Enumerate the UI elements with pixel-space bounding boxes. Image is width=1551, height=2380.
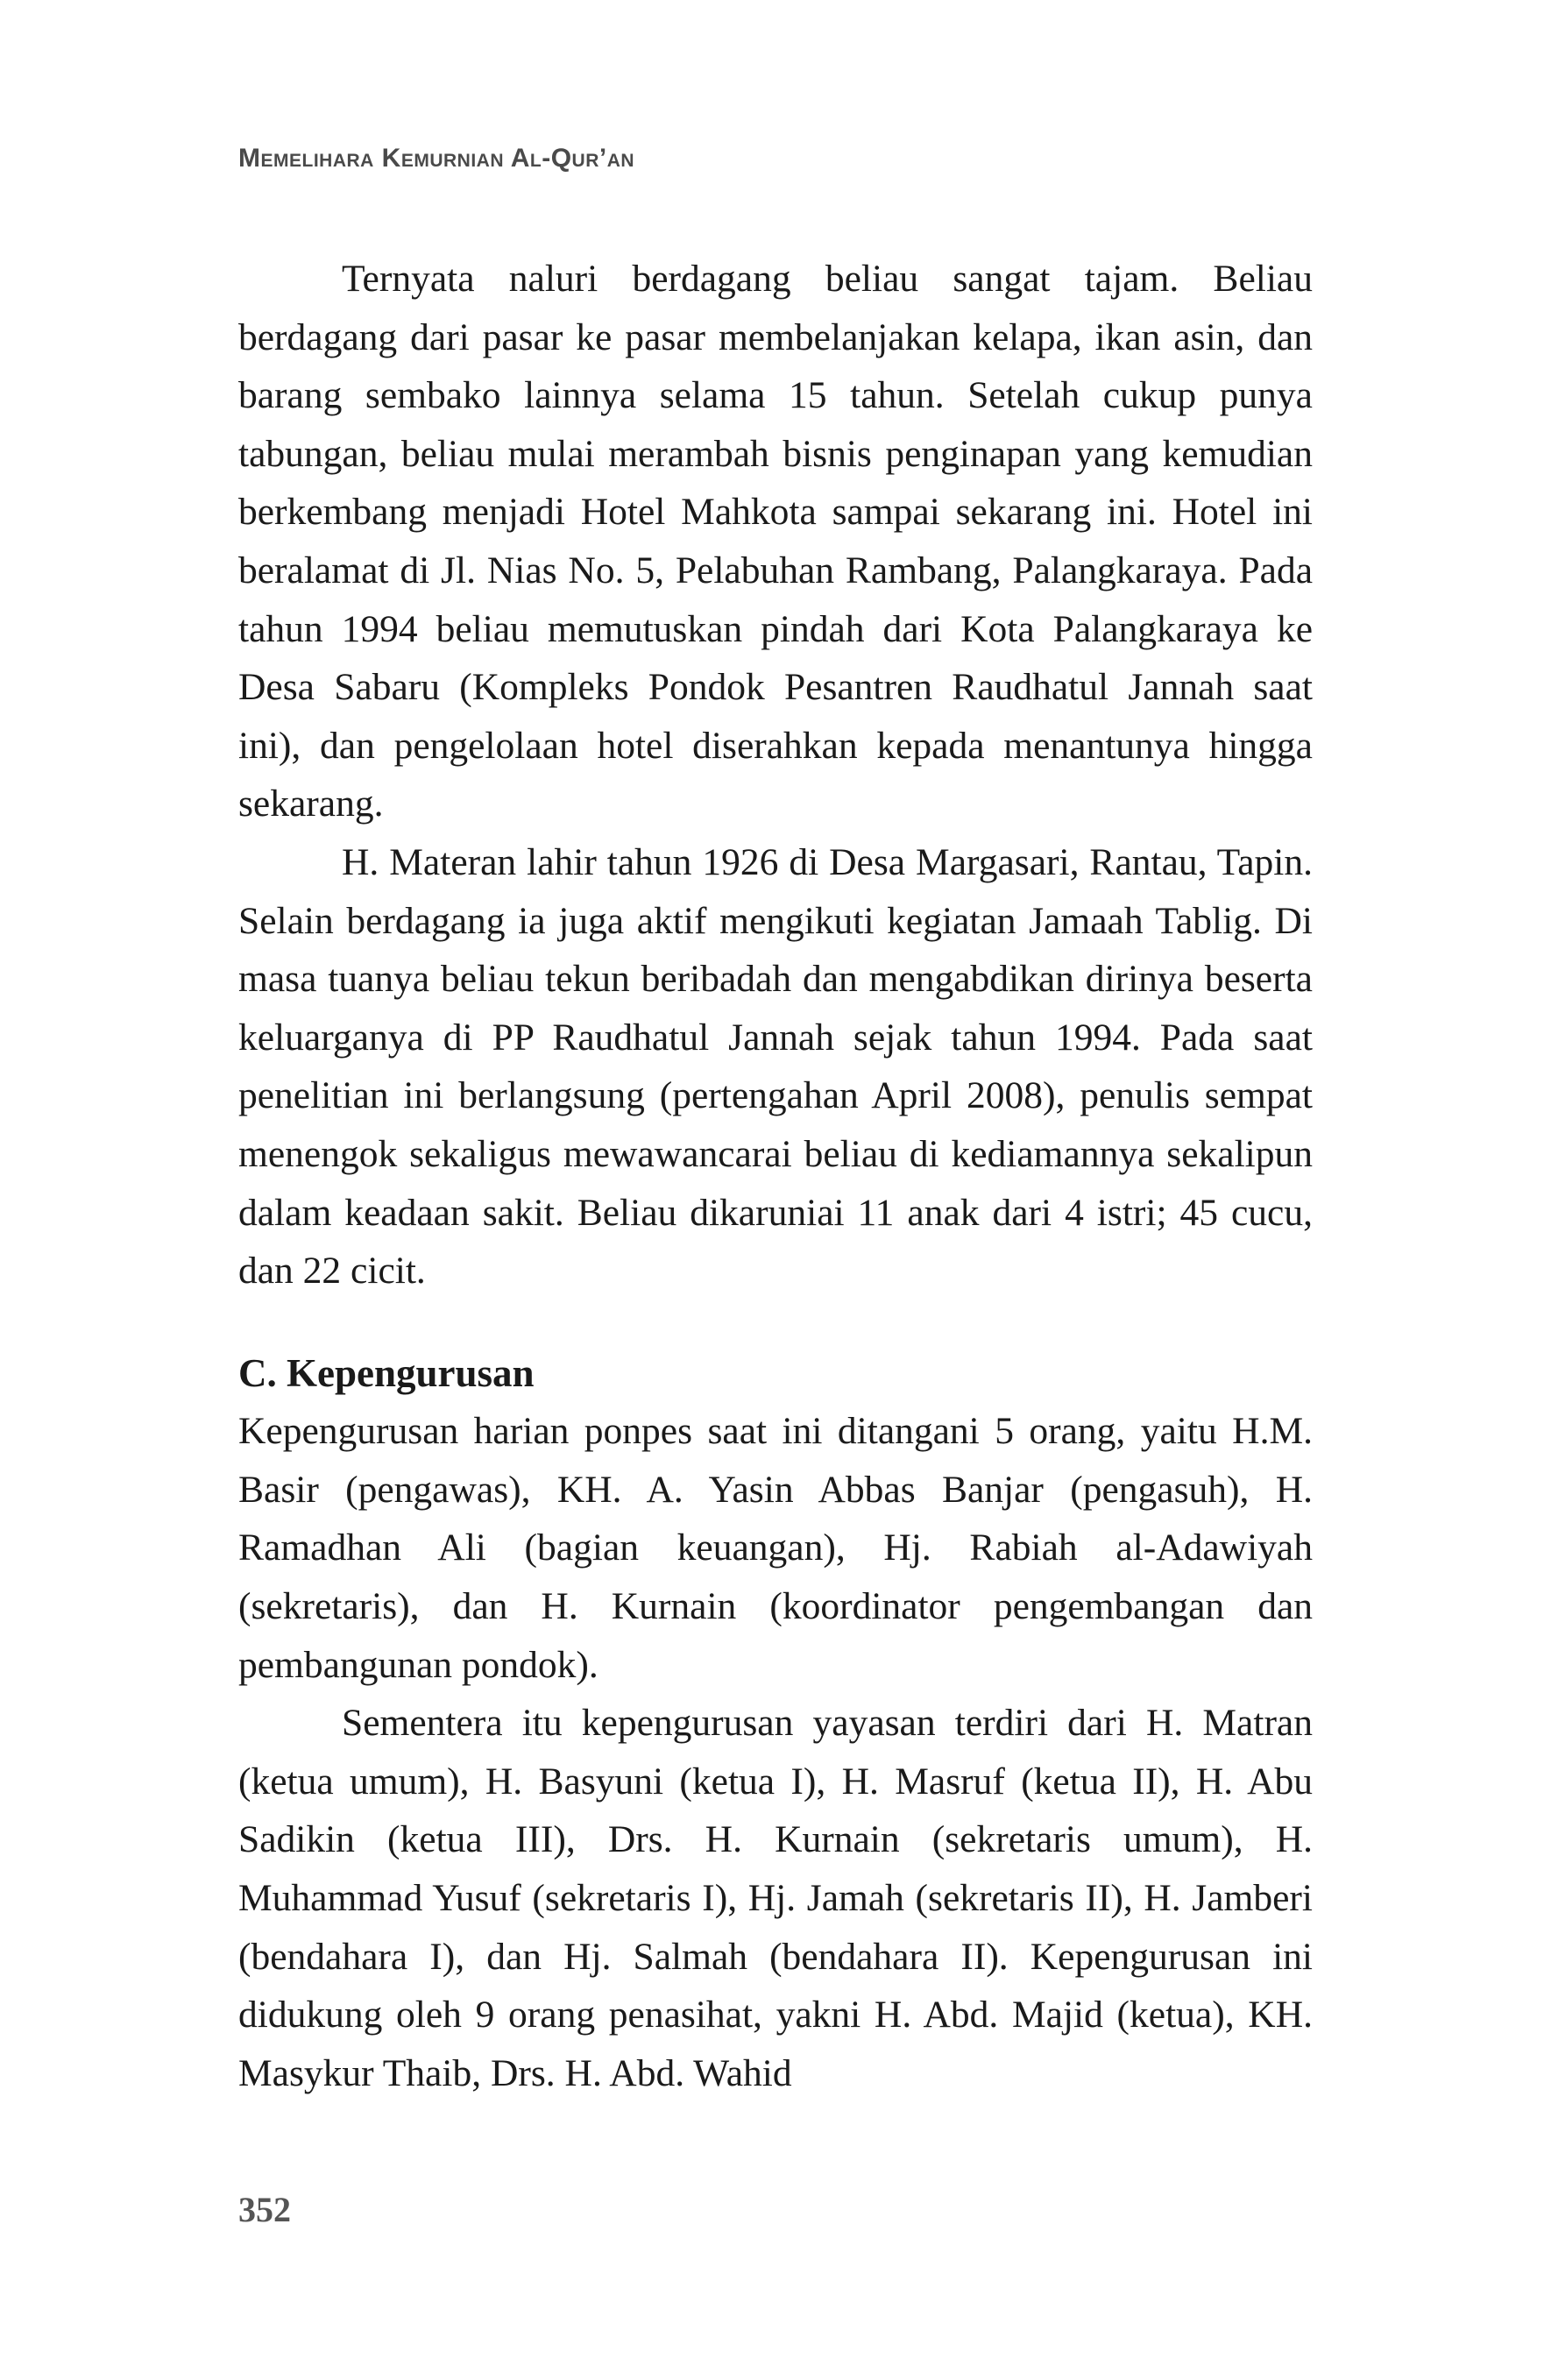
page-number: 352	[238, 2190, 291, 2229]
running-header: Memelihara Kemurnian Al-Qur’an	[238, 144, 635, 173]
section-heading-kepengurusan: C. Kepengurusan	[238, 1350, 535, 1395]
paragraph-foundation-management: Sementera itu kepengurusan yayasan terdiri dari H. Matran (ketua umum), H. Basyuni (ketua I), H. Masruf (ketua II), H. Abu Sadikin (ketua III), Drs. H. Kurnain (sekretaris umum), H. Muhammad Yusuf (sekretaris I), Hj. Jamah (sekretaris II), H. Jamberi (bendahara I), dan Hj. Salmah (bendahara II). Kepengurusan ini didukung oleh 9 orang penasihat, yakni H. Abd. Majid (ketua), KH. Masykur Thaib, Drs. H. Abd. Wahid	[238, 1702, 1313, 2094]
paragraph-daily-management: Kepengurusan harian ponpes saat ini ditangani 5 orang, yaitu H.M. Basir (pengawas), KH. A. Yasin Abbas Banjar (pengasuh), H. Ramadhan Ali (bagian keuangan), Hj. Rabiah al-Adawiyah (sekretaris), dan H. Kurnain (koordinator pengembangan dan pembangunan pondok).	[238, 1410, 1313, 1686]
paragraph-trading-history: Ternyata naluri berdagang beliau sangat tajam. Beliau berdagang dari pasar ke pasar membelanjakan kelapa, ikan asin, dan barang sembako lainnya selama 15 tahun. Setelah cukup punya tabungan, beliau mulai merambah bisnis penginapan yang kemudian berkembang menjadi Hotel Mahkota sampai sekarang ini. Hotel ini beralamat di Jl. Nias No. 5, Pelabuhan Rambang, Palangkaraya. Pada tahun 1994 beliau memutuskan pindah dari Kota Palangkaraya ke Desa Sabaru (Kompleks Pondok Pesantren Raudhatul Jannah saat ini), dan pengelolaan hotel diserahkan kepada menantunya hingga sekarang.	[238, 258, 1313, 825]
paragraph-materan-biography: H. Materan lahir tahun 1926 di Desa Margasari, Rantau, Tapin. Selain berdagang ia juga aktif mengikuti kegiatan Jamaah Tablig. Di masa tuanya beliau tekun beribadah dan mengabdikan dirinya beserta keluarganya di PP Raudhatul Jannah sejak tahun 1994. Pada saat penelitian ini berlangsung (pertengahan April 2008), penulis sempat menengok sekaligus mewawancarai beliau di kediamannya sekalipun dalam keadaan sakit. Beliau dikaruniai 11 anak dari 4 istri; 45 cucu, dan 22 cicit.	[238, 840, 1313, 1293]
body-text	[238, 250, 1313, 2102]
